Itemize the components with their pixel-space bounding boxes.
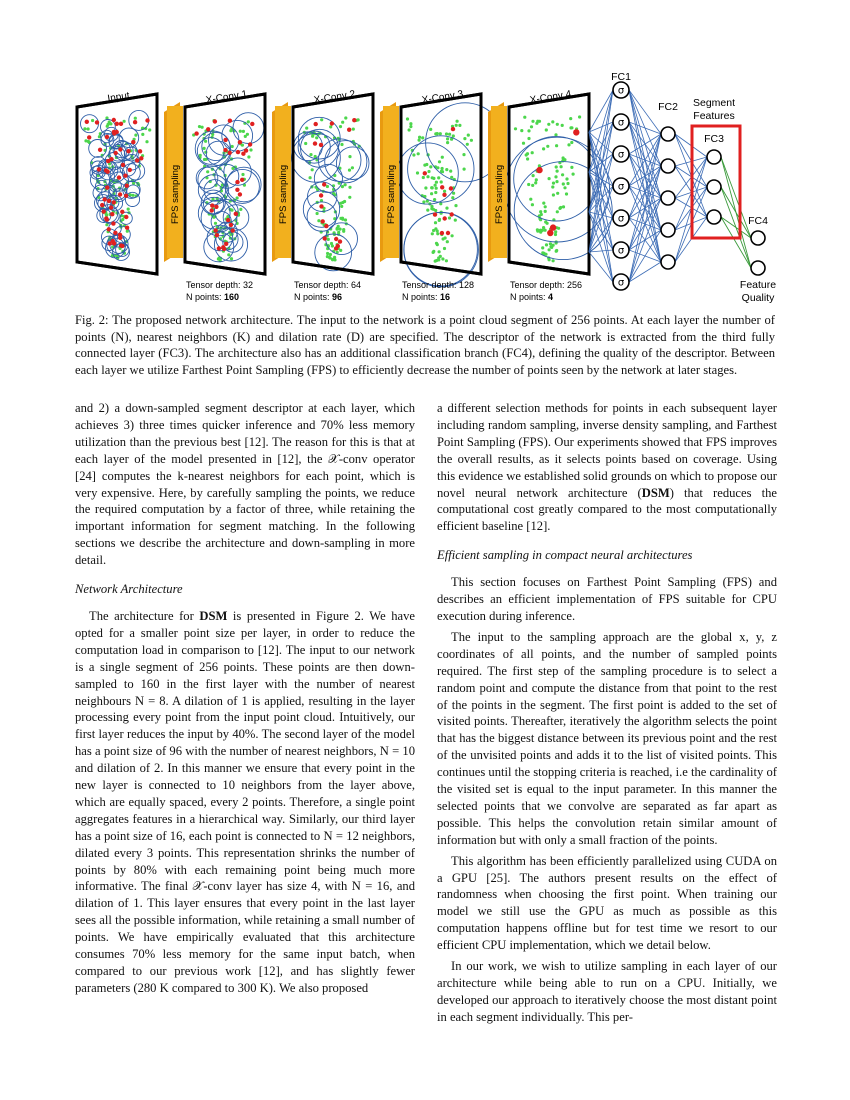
panel-title-xconv1: X-Conv 1 [205, 88, 249, 107]
npoints-line-2 [294, 292, 342, 302]
right-paragraph-2: This section focuses on Farthest Point Sampling (FPS) and describes an efficient implementation of FPS suitable for CPU execution during inference. [437, 575, 777, 623]
left-column [75, 400, 415, 997]
fps-label-3: FPS sampling [386, 164, 397, 224]
feature-quality-label-2: Quality [741, 292, 775, 304]
right-p1-rest: ) that reduces the computational cost greatly compared to the most computationally efficient baseline [12]. [437, 485, 777, 534]
feature-quality-label-1: Feature [739, 279, 777, 291]
fc1-sigma-0: σ [617, 85, 625, 97]
fps-label-2: FPS sampling [278, 164, 289, 224]
architecture-figure [72, 62, 792, 306]
fc1-sigma-2: σ [617, 149, 625, 161]
fc2-node-3 [661, 223, 675, 237]
npoints-value-4: 4 [548, 292, 554, 302]
left-p2-start: The architecture for [89, 608, 200, 623]
fps-block-1 [164, 102, 183, 262]
right-paragraph-3: The input to the sampling approach are the global x, y, z coordinates of all points, and the number of sampled points required. The first step of the sampling procedure is to select a random point and compute the distance from that point to the rest of the points in the segment. The first point is added to the set of visited points. Thereafter, iteratively the algorithm selects the point that has the biggest distance between its previous point and the rest of the unvisited points and adds it to the list of visited points. This continues until the stopping criteria is reached, i.e the cardinality of the visited set is equal to the input parameter. In this manner the selected points that we convolve are separated as far apart as possible. This helps the convolution retain similar amount of information but with only a small fraction of the points. [437, 629, 777, 847]
npoints-value-3: 16 [440, 292, 451, 302]
npoints-label-2: N points: [294, 292, 333, 302]
fc4-label: FC4 [748, 215, 768, 227]
npoints-value-2: 96 [332, 292, 343, 302]
fc2-node-4 [661, 255, 675, 269]
left-p2-rest: is presented in Figure 2. We have opted for a smaller point size per layer, in order to reduce the computation load in comparison to [12]. The input to our network is a single segment of 256 points. These points are then down-sampled to 160 in the first layer with the number of nearest neighbours N = 8. A dilation of 1 is applied, resulting in the layer processing every point from the input point cloud. Intuitively, our first layer reduces the input by 40%. The second layer of the model has a point size of 96 with the number of nearest neighbors, N = 10 and dilation of 2. In this manner we ensure that every point in the new layer is connected to 10 neighbors from the layer above, which are equally spaced, every 2 points. Therefore, a single point aggregates features in a hierarchical way. Similarly, our third layer has a point size of 16, each point is connected to N = 12 neighbors, dilated every 3 points. This representation shrinks the number of points by 80% with each remaining point being much more informative. The final 𝒳-conv layer has size 4, with N = 16, and dilation of 1. This layer ensures that every point in the last layer sees all the possible information, while retaining a small number of points. We have empirically evaluated that this architecture consumes 70% less memory for the same input batch, when compared to our previous work [12], and has slightly fewer parameters (280 K compared to 300 K). We also proposed [75, 608, 416, 995]
left-paragraph-2 [75, 608, 415, 997]
panel-title-input: Input [106, 90, 131, 105]
fc3-node-0 [707, 150, 721, 164]
fc1-sigma-3: σ [617, 181, 625, 193]
depth-label-2: Tensor depth: 64 [294, 280, 362, 290]
section-heading-efficient-sampling: Efficient sampling in compact neural architectures [437, 548, 693, 563]
fc1-sigma-5: σ [617, 245, 625, 257]
segment-features-label-2: Features [693, 110, 735, 122]
left-paragraph-1: and 2) a down-sampled segment descriptor at each layer, which achieves 3) three times quicker inference and 70% less memory utilization than the previous best [12]. The reason for this is that at each layer of the model presented in [12], the 𝒳-conv operator [24] computes the k-nearest neighbors for each point, which is very expensive. Here, by carefully sampling the points, we reduce the required computation by a factor of three, while retaining the important information for segment matching. In the following sections we describe the architecture and down-sampling in more detail. [75, 401, 415, 568]
architecture-diagram [72, 62, 792, 306]
npoints-line-4 [510, 292, 553, 302]
dsm-bold: DSM [199, 608, 228, 623]
fps-block-4 [488, 102, 507, 262]
panel-title-xconv3: X-Conv 3 [421, 88, 465, 107]
right-paragraph-5: In our work, we wish to utilize sampling in each layer of our architecture while being able to run on a CPU. Initially, we developed our approach to iteratively choose the most distant point in each segment individually. This per- [437, 959, 777, 1024]
npoints-label-1: N points: [186, 292, 225, 302]
fc1-sigma-4: σ [617, 213, 625, 225]
panel-xconv4 [509, 94, 589, 274]
panel-title-xconv2: X-Conv 2 [313, 88, 357, 107]
depth-label-4: Tensor depth: 256 [510, 280, 583, 290]
fps-block-3 [380, 102, 399, 262]
dsm-bold-right: DSM [641, 485, 670, 500]
fc1-sigma-1: σ [617, 117, 625, 129]
fps-label-1: FPS sampling [170, 164, 181, 224]
right-paragraph-1 [437, 400, 777, 535]
figure-caption [75, 312, 775, 378]
fc3-node-1 [707, 180, 721, 194]
section-heading-network-architecture: Network Architecture [75, 582, 183, 597]
npoints-value-1: 160 [224, 292, 240, 302]
fps-block-2 [272, 102, 291, 262]
fps-label-4: FPS sampling [494, 164, 505, 224]
fc1-label: FC1 [611, 71, 631, 83]
npoints-label-3: N points: [402, 292, 441, 302]
panel-xconv3 [401, 94, 481, 274]
right-paragraph-4: This algorithm has been efficiently parallelized using CUDA on a GPU [25]. The authors present results on the effect of randomness when choosing the first point. When training our model we still use the GPU as much as possible as this computation happens offline but for test time we resort to our efficient CPU implementation, which we detail below. [437, 853, 777, 953]
fc1-sigma-6: σ [617, 277, 625, 289]
depth-label-1: Tensor depth: 32 [186, 280, 254, 290]
npoints-label-4: N points: [510, 292, 549, 302]
panel-title-xconv4: X-Conv 4 [529, 88, 573, 107]
fc2-label: FC2 [658, 101, 678, 113]
npoints-line-1 [186, 292, 239, 302]
right-p1-start: a different selection methods for points in each subsequent layer including random sampling, inverse density sampling, and Farthest Point Sampling (FPS). Our experiments showed that FPS improves the overall results, as it selects points based on coverage. Using this evidence we established solid grounds on which to propose our novel neural network architecture ( [437, 401, 777, 500]
fc3-label: FC3 [704, 133, 724, 145]
fc3-node-2 [707, 210, 721, 224]
fc4-node-1 [751, 261, 765, 275]
depth-label-3: Tensor depth: 128 [402, 280, 475, 290]
caption-label: Fig. 2: [75, 313, 109, 327]
fc2-node-0 [661, 127, 675, 141]
fc2-node-2 [661, 191, 675, 205]
caption-text: The proposed network architecture. The input to the network is a point cloud segment of 256 points. At each layer the number of points (N), nearest neighbors (K) and dilation rate (D) are specified. The descriptor of the network is extracted from the third fully connected layer (FC3). The architecture also has an additional classification branch (FC4), defining the quality of the descriptor. Between each layer we utilize Farthest Point Sampling (FPS) to efficiently decrease the number of points seen by the network at later stages. [75, 313, 775, 377]
fc4-node-0 [751, 231, 765, 245]
npoints-line-3 [402, 292, 450, 302]
fc2-node-1 [661, 159, 675, 173]
segment-features-label-1: Segment [692, 97, 736, 109]
right-column [437, 400, 777, 1026]
